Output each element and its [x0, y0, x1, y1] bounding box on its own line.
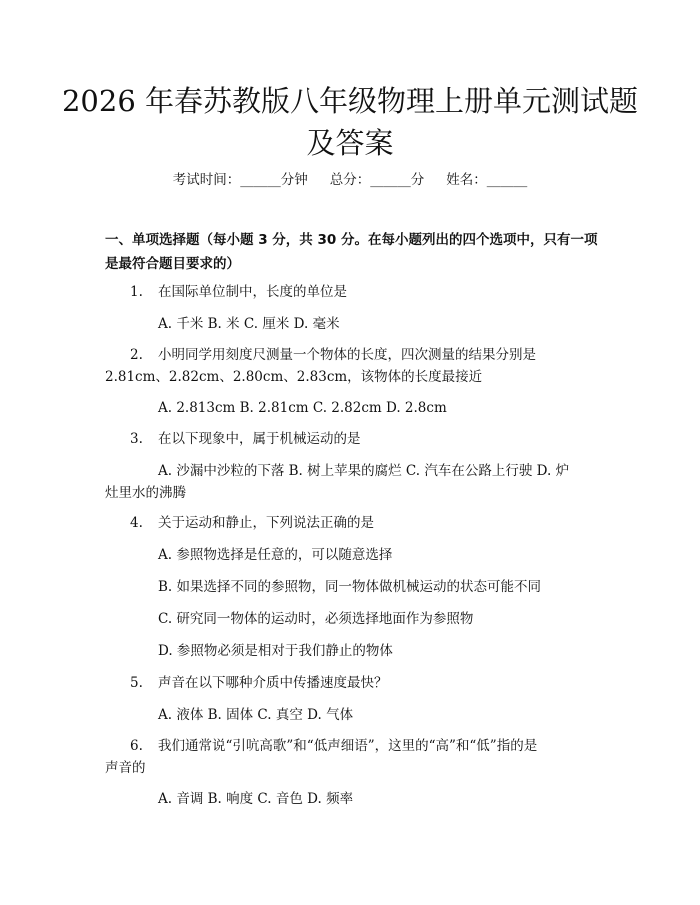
name-field: 姓名：______ [446, 172, 528, 188]
exam-meta [0, 168, 700, 188]
question-1-options: A. 千米 B. 米 C. 厘米 D. 毫米 [158, 316, 340, 332]
question-1 [130, 280, 347, 304]
question-stem: 小明同学用刻度尺测量一个物体的长度，四次测量的结果分别是 [158, 347, 536, 363]
question-3-options: A. 沙漏中沙粒的下落 B. 树上苹果的腐烂 C. 汽车在公路上行驶 D. 炉 [158, 463, 570, 479]
section-title: 一、单项选择题（每小题 3 分，共 30 分。在每小题列出的四个选项中，只有一项是最符合题目要求的） [105, 232, 598, 272]
exam-time-field: 考试时间：______分钟 [172, 172, 308, 188]
page-title: 2026 年春苏教版八年级物理上册单元测试题及答案 [61, 84, 639, 160]
question-number: 3. [130, 431, 143, 447]
question-2-stem-continued: 2.81cm、2.82cm、2.80cm、2.83cm，该物体的长度最接近 [105, 369, 483, 385]
question-4-option-b: B. 如果选择不同的参照物，同一物体做机械运动的状态可能不同 [158, 579, 542, 595]
total-score-field: 总分：______分 [329, 172, 425, 188]
question-number: 2. [130, 347, 143, 363]
question-stem: 我们通常说“引吭高歌”和“低声细语”，这里的“高”和“低”指的是 [158, 738, 538, 754]
question-number: 4. [130, 515, 143, 531]
question-6 [130, 734, 537, 758]
question-6-options: A. 音调 B. 响度 C. 音色 D. 频率 [158, 791, 354, 807]
question-4-option-a: A. 参照物选择是任意的，可以随意选择 [158, 547, 393, 563]
question-4-option-c: C. 研究同一物体的运动时，必须选择地面作为参照物 [158, 611, 474, 627]
question-4-option-d: D. 参照物必须是相对于我们静止的物体 [158, 643, 393, 659]
question-stem: 在国际单位制中，长度的单位是 [158, 284, 347, 300]
question-number: 5. [130, 675, 143, 691]
question-4 [130, 511, 374, 535]
question-6-stem-continued: 声音的 [105, 760, 146, 776]
question-stem: 声音在以下哪种介质中传播速度最快？ [158, 675, 388, 691]
question-5-options: A. 液体 B. 固体 C. 真空 D. 气体 [158, 707, 354, 723]
question-stem: 在以下现象中，属于机械运动的是 [158, 431, 361, 447]
question-5 [130, 671, 388, 695]
question-2 [130, 343, 536, 367]
question-number: 1. [130, 284, 143, 300]
question-stem: 关于运动和静止，下列说法正确的是 [158, 515, 374, 531]
question-3 [130, 427, 361, 451]
question-2-options: A. 2.813cm B. 2.81cm C. 2.82cm D. 2.8cm [158, 400, 447, 416]
question-number: 6. [130, 738, 143, 754]
question-3-options-continued: 灶里水的沸腾 [105, 485, 186, 501]
